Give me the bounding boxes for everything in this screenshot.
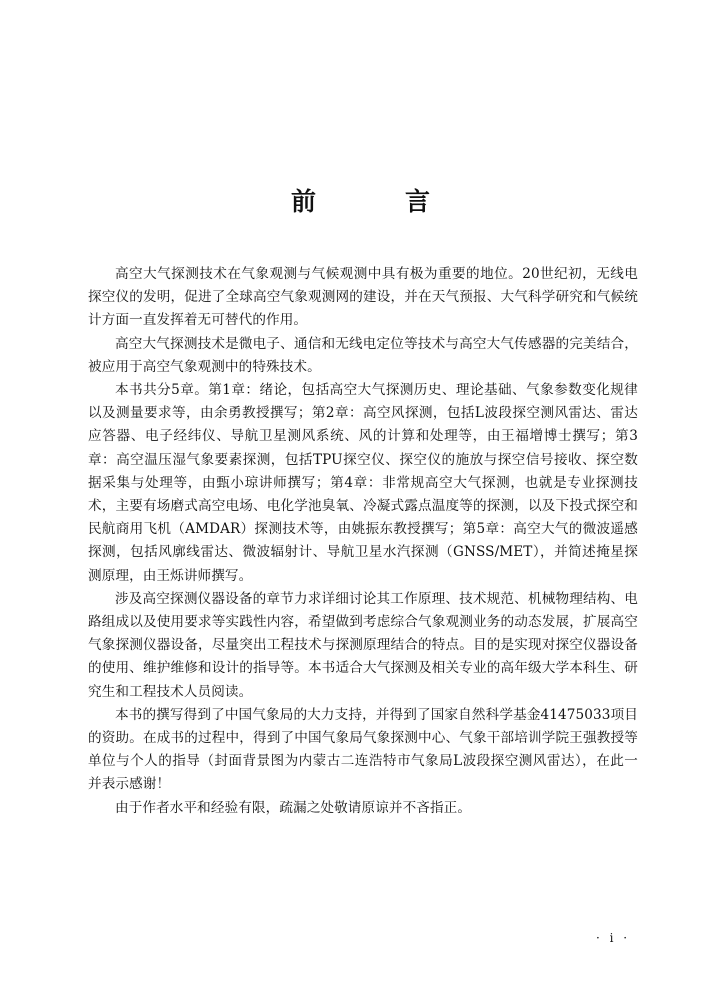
paragraph: 涉及高空探测仪器设备的章节力求详细讨论其工作原理、技术规范、机械物理结构、电路组成以及使用要求等实践性内容，希望做到考虑综合气象观测业务的动态发展，扩展高空气象探测仪器设备，尽量突出工程技术与探测原理结合的特点。目的是实现对探空仪器设备的使用、维护维修和设计的指导等。本书适合大气探测及相关专业的高年级大学本科生、研究生和工程技术人员阅读。 <box>88 590 638 700</box>
paragraph: 高空大气探测技术在气象观测与气候观测中具有极为重要的地位。20世纪初，无线电探空仪的发明，促进了全球高空气象观测网的建设，并在天气预报、大气科学研究和气候统计方面一直发挥着无可替代的作用。 <box>88 266 638 329</box>
paragraph: 本书的撰写得到了中国气象局的大力支持，并得到了国家自然科学基金41475033项目的资助。在成书的过程中，得到了中国气象局气象探测中心、气象干部培训学院王强教授等单位与个人的指导（封面背景图为内蒙古二连浩特市气象局L波段探空测风雷达），在此一并表示感谢！ <box>88 706 638 793</box>
preface-body <box>88 263 638 820</box>
paragraph: 高空大气探测技术是微电子、通信和无线电定位等技术与高空大气传感器的完美结合，被应用于高空气象观测中的特殊技术。 <box>88 335 638 375</box>
paragraph: 由于作者水平和经验有限，疏漏之处敬请原谅并不吝指正。 <box>115 799 472 816</box>
paragraph: 本书共分5章。第1章：绪论，包括高空大气探测历史、理论基础、气象参数变化规律以及测量要求等，由余勇教授撰写；第2章：高空风探测，包括L波段探空测风雷达、雷达应答器、电子经纬仪、导航卫星测风系统、风的计算和处理等，由王福增博士撰写；第3章：高空温压湿气象要素探测，包括TPU探空仪、探空仪的施放与探空信号接收、探空数据采集与处理等，由甄小琼讲师撰写；第4章：非常规高空大气探测，也就是专业探测技术，主要有场磨式高空电场、电化学池臭氧、冷凝式露点温度等的探测，以及下投式探空和民航商用飞机（AMDAR）探测技术等，由姚振东教授撰写；第5章：高空大气的微波遥感探测，包括风廓线雷达、微波辐射计、导航卫星水汽探测（GNSS/MET），并简述掩星探测原理，由王烁讲师撰写。 <box>88 382 638 584</box>
page-number: · i · <box>595 931 631 945</box>
page-title: 前 言 <box>290 186 462 216</box>
